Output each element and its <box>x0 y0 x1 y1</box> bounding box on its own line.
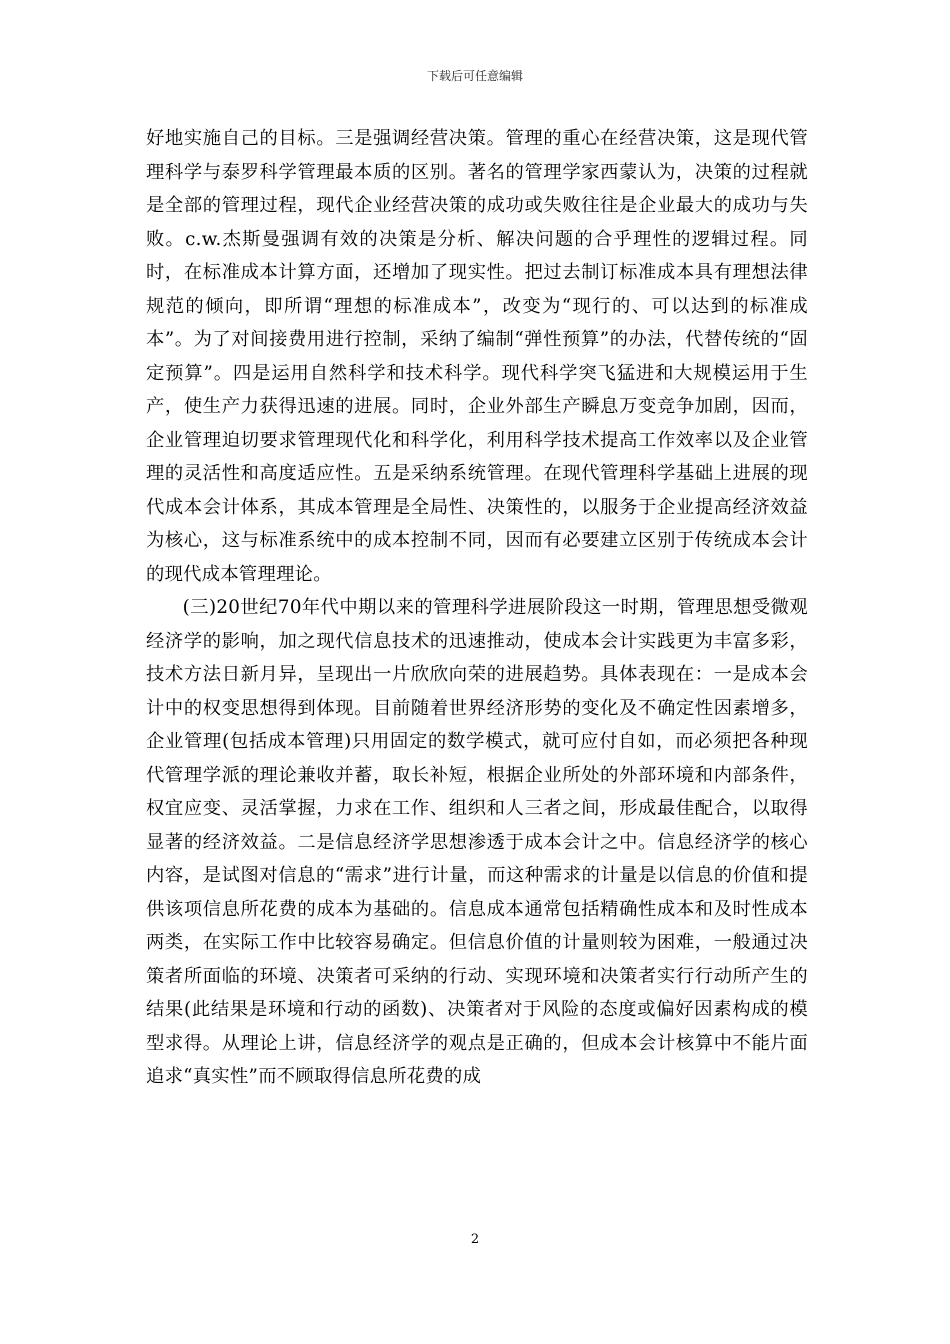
paragraph-section-three: (三)20世纪70年代中期以来的管理科学进展阶段这一时期，管理思想受微观经济学的影响，加之现代信息技术的迅速推动，使成本会计实践更为丰富多彩，技术方法日新月异，呈现出一片欣欣向荣的进展趋势。具体表现在：一是成本会计中的权变思想得到体现。目前随着世界经济形势的变化及不确定性因素增多，企业管理(包括成本管理)只用固定的数学模式，就可应付自如，而必须把各种现代管理学派的理论兼收并蓄，取长补短，根据企业所处的外部环境和内部条件，权宜应变、灵活掌握，力求在工作、组织和人三者之间，形成最佳配合，以取得显著的经济效益。二是信息经济学思想渗透于成本会计之中。信息经济学的核心内容，是试图对信息的“需求”进行计量，而这种需求的计量是以信息的价值和提供该项信息所花费的成本为基础的。信息成本通常包括精确性成本和及时性成本两类，在实际工作中比较容易确定。但信息价值的计量则较为困难，一般通过决策者所面临的环境、决策者可采纳的行动、实现环境和决策者实行行动所产生的结果(此结果是环境和行动的函数)、决策者对于风险的态度或偏好因素构成的模型求得。从理论上讲，信息经济学的观点是正确的，但成本会计核算中不能片面追求“真实性”而不顾取得信息所花费的成 <box>146 597 808 1087</box>
document-body <box>146 122 808 1094</box>
paragraph-continued: 好地实施自己的目标。三是强调经营决策。管理的重心在经营决策，这是现代管理科学与泰罗科学管理最本质的区别。著名的管理学家西蒙认为，决策的过程就是全部的管理过程，现代企业经营决策的成功或失败往往是企业最大的成功与失败。c.w.杰斯曼强调有效的决策是分析、解决问题的合乎理性的逻辑过程。同时，在标准成本计算方面，还增加了现实性。把过去制订标准成本具有理想法律规范的倾向，即所谓“理想的标准成本”，改变为“现行的、可以达到的标准成本”。为了对间接费用进行控制，采纳了编制“弹性预算”的办法，代替传统的“固定预算”。四是运用自然科学和技术科学。现代科学突飞猛进和大规模运用于生产，使生产力获得迅速的进展。同时，企业外部生产瞬息万变竞争加剧，因而，企业管理迫切要求管理现代化和科学化，利用科学技术提高工作效率以及企业管理的灵活性和高度适应性。五是采纳系统管理。在现代管理科学基础上进展的现代成本会计体系，其成本管理是全局性、决策性的，以服务于企业提高经济效益为核心，这与标准系统中的成本控制不同，因而有必要建立区别于传统成本会计的现代成本管理理论。 <box>146 128 808 585</box>
page-number: 2 <box>470 1232 480 1247</box>
page-header: 下载后可任意编辑 <box>426 69 523 83</box>
